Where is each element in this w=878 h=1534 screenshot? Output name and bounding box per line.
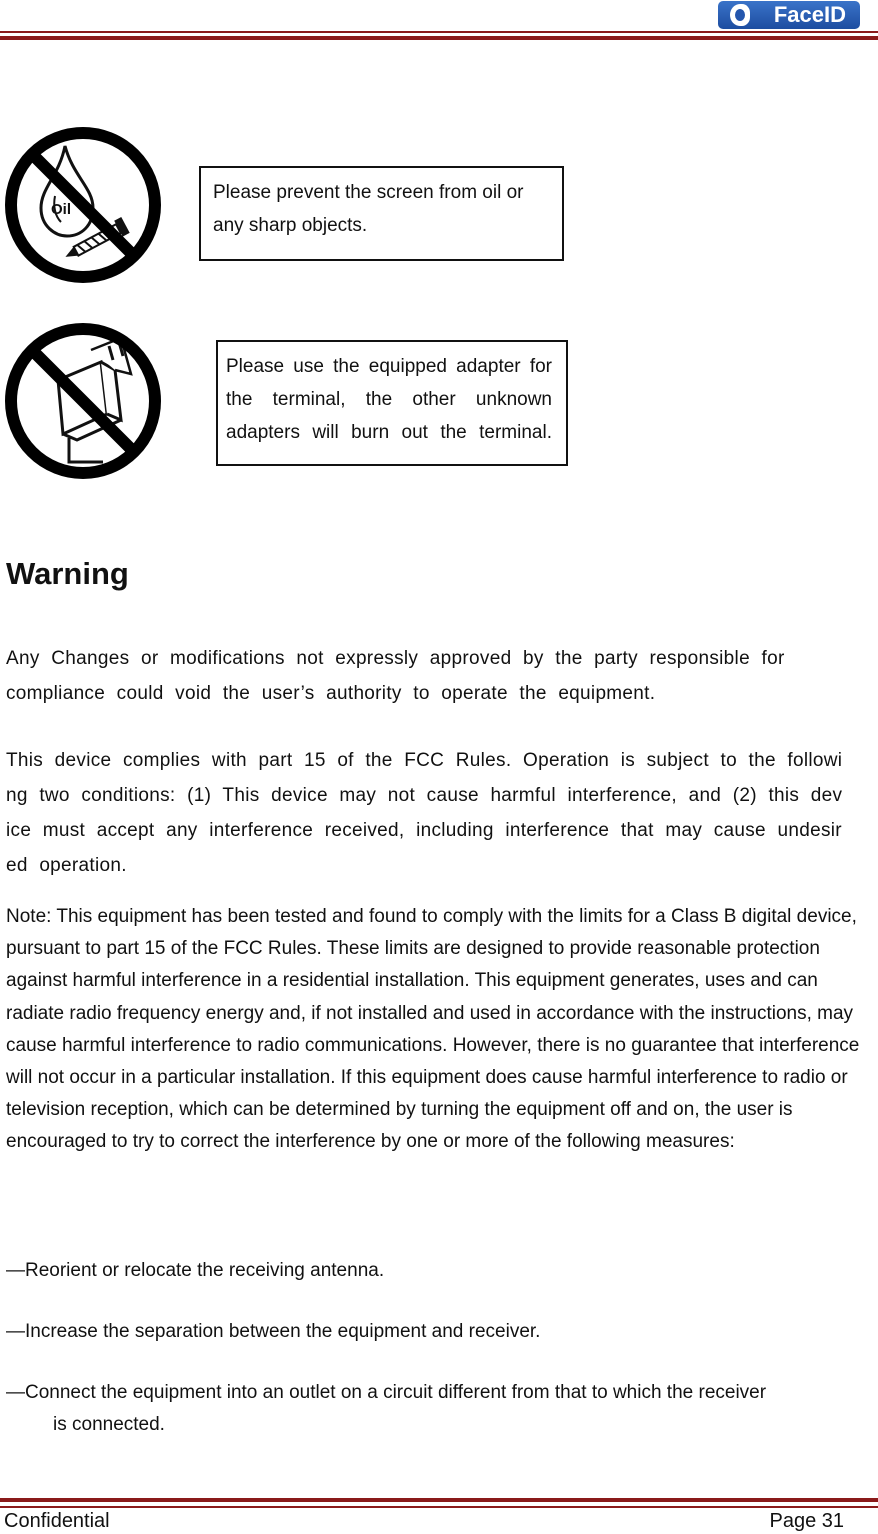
logo-text: FaceID (773, 2, 846, 27)
warning-text-oil: Please prevent the screen from oil or any sharp objects. (213, 182, 524, 236)
no-oil-sharp-objects-icon (3, 126, 163, 284)
measure-item (6, 1255, 384, 1287)
measure-text: —Connect the equipment into an outlet on a circuit different from that to which the receiver (6, 1382, 767, 1403)
header-rule-thin (0, 31, 878, 33)
measure-text-continuation: is connected. (53, 1414, 165, 1435)
paragraph-changes: Any Changes or modifications not expressly approved by the party responsible for compliance could void the user’s authority to operate the equipment. (6, 648, 785, 704)
oil-label: Oil (51, 201, 72, 218)
warning-callout-oil (199, 166, 564, 261)
measure-text: —Increase the separation between the equipment and receiver. (6, 1321, 541, 1342)
header-rule-thick (0, 36, 878, 40)
face-logo-icon (730, 4, 750, 26)
footer-rule-thick (0, 1498, 878, 1502)
no-unknown-adapter-icon (3, 322, 163, 480)
footer-confidential: Confidential (4, 1510, 110, 1532)
page-number: Page 31 (769, 1510, 844, 1532)
footer-rule-thin (0, 1506, 878, 1508)
warning-text-adapter: Please use the equipped adapter for the terminal, the other unknown adapters will burn out the terminal. (226, 356, 552, 443)
paragraph-fcc-compliance: This device complies with part 15 of the FCC Rules. Operation is subject to the following two conditions: (1) This device may not cause harmful interference, and (2) this device must accept any interference received, including interference that may cause undesired operation. (6, 750, 843, 876)
paragraph-note: Note: This equipment has been tested and found to comply with the limits for a Class B digital device, pursuant to part 15 of the FCC Rules. These limits are designed to provide reasonable protection against harmful interference in a residential installation. This equipment generates, uses and can radiate radio frequency energy and, if not installed and used in accordance with the instructions, may cause harmful interference to radio communications. However, there is no guarantee that interference will not occur in a particular installation. If this equipment does cause harmful interference to radio or television reception, which can be determined by turning the equipment off and on, the user is encouraged to try to correct the interference by one or more of the following measures: (6, 906, 860, 1153)
faceid-logo (718, 1, 860, 29)
measure-item (6, 1316, 540, 1348)
measure-item (6, 1377, 874, 1441)
section-title: Warning (6, 556, 129, 591)
measure-text: —Reorient or relocate the receiving antenna. (6, 1260, 385, 1281)
warning-callout-adapter (216, 340, 568, 466)
